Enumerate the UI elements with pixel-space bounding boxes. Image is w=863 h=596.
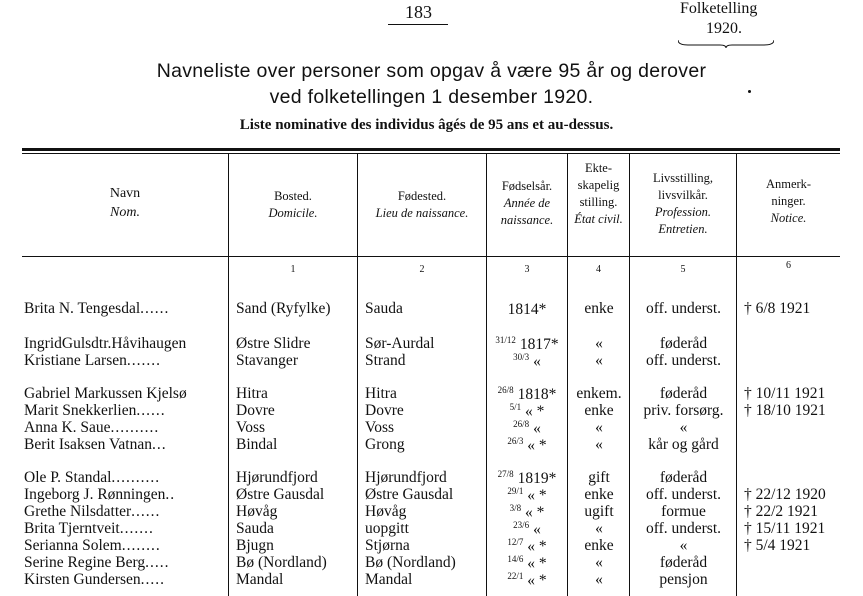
table-row (0, 352, 863, 370)
person-name: Brita Tjerntveit (24, 520, 120, 537)
column-number: 2 (419, 264, 425, 275)
fodested: Sauda (365, 300, 403, 317)
birth-year: « (533, 521, 541, 538)
brace-decoration (678, 40, 774, 48)
birth-year: « (533, 353, 541, 370)
birth-year: « * (527, 437, 547, 454)
profession: off. underst. (645, 486, 722, 503)
birth-date: 31/12 (495, 335, 516, 345)
birth-year: « * (527, 555, 547, 572)
civil-status: enke (584, 486, 614, 503)
birth-year: « * (527, 538, 547, 555)
profession: off. underst. (645, 520, 722, 537)
table-row (0, 503, 863, 521)
birth-date: 12/7 (507, 537, 524, 547)
fodested: Hitra (365, 385, 397, 402)
leader-dots: ...... (136, 402, 166, 419)
person-name: Kristiane Larsen (24, 352, 127, 369)
note: † 6/8 1921 (744, 300, 811, 317)
leader-dots: .......... (110, 419, 160, 436)
profession: formue (661, 503, 706, 520)
birth-date: 23/6 (513, 520, 530, 530)
leader-dots: ....... (126, 352, 161, 369)
leader-dots: .......... (111, 469, 161, 486)
table-top-rule (22, 148, 840, 151)
table-row (0, 571, 863, 589)
birth-year: « (533, 420, 541, 437)
table-row (0, 335, 863, 353)
person-name: Gabriel Markussen Kjelsø (24, 385, 187, 402)
note: † 22/12 1920 (744, 486, 826, 503)
profession: føderåd (659, 469, 708, 486)
civil-status: « (595, 335, 603, 352)
person-name: Berit Isaksen Vatnan (24, 436, 152, 453)
birth-date: 14/6 (507, 554, 524, 564)
birth-year: « * (525, 403, 545, 420)
birth-year: 1817* (519, 336, 559, 353)
fodested: Dovre (365, 402, 404, 419)
birth-date: 27/8 (497, 469, 514, 479)
profession: off. underst. (645, 352, 722, 369)
title-norwegian-line1: Navneliste over personer som opgav å være 95 år og derover (156, 60, 707, 82)
leader-dots: ........ (121, 537, 161, 554)
fodested: Grong (365, 436, 405, 453)
civil-status: « (595, 554, 603, 571)
stray-dot (748, 90, 751, 93)
person-name: Serine Regine Berg (24, 554, 146, 571)
table-row (0, 436, 863, 454)
corner-title-line2: 1920. (706, 20, 742, 37)
civil-status: « (595, 520, 603, 537)
table-row (0, 385, 863, 403)
person-name: Ole P. Standal (24, 469, 112, 486)
bosted: Østre Gausdal (236, 486, 325, 503)
person-name: Ingeborg J. Rønningen (24, 486, 166, 503)
column-number: 1 (290, 264, 296, 275)
bosted: Bindal (236, 436, 278, 453)
bosted: Hitra (236, 385, 268, 402)
birth-date: 29/1 (507, 486, 524, 496)
person-name: Brita N. Tengesdal (24, 300, 141, 317)
civil-status: gift (588, 469, 610, 486)
birth-date: 26/8 (497, 385, 514, 395)
birth-year: « * (525, 504, 545, 521)
leader-dots: ...... (131, 503, 161, 520)
person-name: Grethe Nilsdatter (24, 503, 132, 520)
column-number: 3 (524, 264, 530, 275)
header-bottom-rule (22, 256, 840, 257)
birth-date: 22/1 (507, 571, 524, 581)
person-name: Serianna Solem (24, 537, 122, 554)
title-french: Liste nominative des individus âgés de 95 ans et au-dessus. (239, 117, 614, 133)
birth-date: 26/8 (513, 419, 530, 429)
civil-status: enke (584, 300, 614, 317)
birth-date: 26/3 (507, 436, 524, 446)
birth-year: « * (527, 572, 547, 589)
birth-date: 5/1 (509, 402, 522, 412)
header-bosted: Bosted. Domicile. (268, 189, 318, 220)
civil-status: « (595, 352, 603, 369)
fodested: Høvåg (365, 503, 407, 520)
civil-status: enke (584, 537, 614, 554)
fodested: Hjørundfjord (365, 469, 447, 486)
table-row (0, 300, 863, 318)
profession: priv. forsørg. (643, 402, 724, 419)
fodested: Bø (Nordland) (365, 554, 456, 571)
profession: « (679, 419, 688, 436)
fodested: uopgitt (365, 520, 409, 537)
title-norwegian-line2: ved folketellingen 1 desember 1920. (269, 86, 594, 108)
table-row (0, 537, 863, 555)
profession: føderåd (659, 385, 708, 402)
header-civil: Ekte-skapelig stilling. État civil. (574, 161, 623, 226)
fodested: Strand (365, 352, 406, 369)
bosted: Sauda (236, 520, 274, 537)
table-row (0, 469, 863, 487)
birth-date: 30/3 (513, 352, 530, 362)
leader-dots: ...... (140, 300, 170, 317)
leader-dots: ..... (140, 571, 166, 588)
note: † 15/11 1921 (744, 520, 826, 537)
birth-year: 1819* (517, 470, 557, 487)
leader-dots: ... (152, 436, 167, 453)
bosted: Bjugn (236, 537, 274, 554)
leader-dots: ....... (119, 520, 154, 537)
header-fodested: Fødested. Lieu de naissance. (375, 189, 469, 220)
leader-dots: .. (165, 486, 176, 503)
page-number: 183 (405, 2, 432, 22)
fodested: Mandal (365, 571, 413, 588)
person-name: Kirsten Gundersen (24, 571, 141, 588)
civil-status: « (595, 419, 603, 436)
bosted: Sand (Ryfylke) (236, 300, 331, 317)
fodested: Sør-Aurdal (365, 335, 435, 352)
page-number-rule (388, 24, 448, 25)
civil-status: enkem. (576, 385, 622, 402)
column-number: 5 (680, 264, 686, 275)
birth-year: 1814* (507, 301, 547, 318)
note: † 18/10 1921 (744, 402, 826, 419)
person-name: Marit Snekkerlien (24, 402, 137, 419)
fodested: Østre Gausdal (365, 486, 454, 503)
civil-status: ugift (584, 503, 614, 520)
profession: kår og gård (648, 436, 719, 453)
bosted: Stavanger (236, 352, 298, 369)
profession: føderåd (659, 554, 708, 571)
header-livsstilling: Livsstilling, livsvilkår. Profession. Entretien. (652, 171, 714, 236)
civil-status: « (595, 571, 603, 588)
column-number: 4 (596, 264, 601, 275)
birth-date: 3/8 (509, 503, 522, 513)
fodested: Stjørna (365, 537, 410, 554)
bosted: Hjørundfjord (236, 469, 318, 486)
corner-title-line1: Folketelling (680, 0, 758, 17)
civil-status: « (595, 436, 603, 453)
note: † 5/4 1921 (744, 537, 811, 554)
column-number: 6 (786, 260, 791, 271)
table-row (0, 419, 863, 437)
table-row (0, 554, 863, 572)
table-row (0, 402, 863, 420)
bosted: Mandal (236, 571, 284, 588)
birth-year: 1818* (517, 386, 557, 403)
table-row (0, 520, 863, 538)
bosted: Høvåg (236, 503, 278, 520)
person-name: Anna K. Saue (24, 419, 111, 436)
note: † 10/11 1921 (744, 385, 826, 402)
leader-dots: ..... (145, 554, 170, 571)
bosted: Østre Slidre (236, 335, 311, 352)
civil-status: enke (584, 402, 614, 419)
profession: pensjon (659, 571, 708, 588)
birth-year: « * (527, 487, 547, 504)
person-name: IngridGulsdtr.Håvihaugen (24, 335, 187, 352)
profession: føderåd (659, 335, 708, 352)
header-fodselsar: Fødselsår. Année de naissance. (500, 179, 554, 227)
table-top-rule-thin (22, 153, 840, 154)
header-navn: Navn Nom. (109, 186, 141, 220)
bosted: Dovre (236, 402, 275, 419)
bosted: Bø (Nordland) (236, 554, 327, 571)
bosted: Voss (236, 419, 266, 436)
profession: « (679, 537, 688, 554)
fodested: Voss (365, 419, 395, 436)
profession: off. underst. (645, 300, 722, 317)
header-anmerkninger: Anmerk-ninger. Notice. (765, 177, 812, 225)
table-row (0, 486, 863, 504)
note: † 22/2 1921 (744, 503, 819, 520)
